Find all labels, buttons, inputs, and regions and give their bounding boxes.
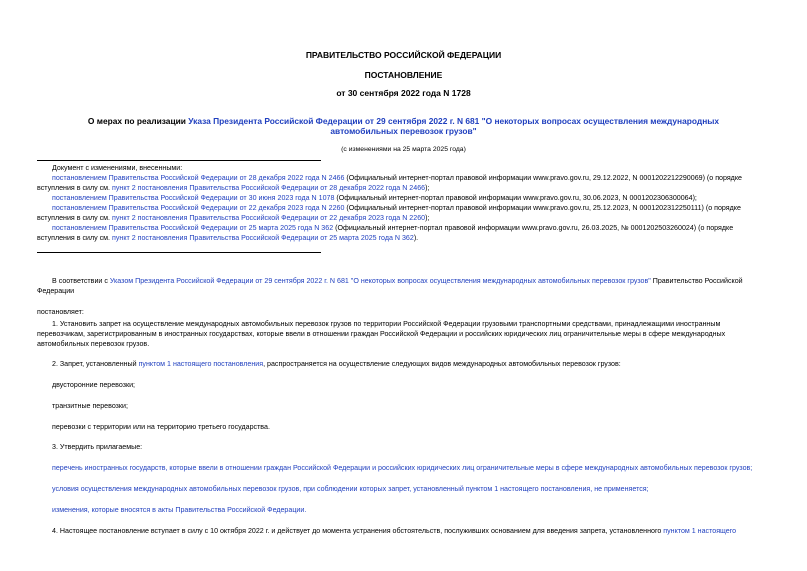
decree-word: постановляет:: [37, 308, 84, 316]
intro-suffix: Правительство Российской: [650, 277, 743, 285]
intro-paragraph: [52, 276, 743, 286]
change-item-1: [52, 173, 742, 183]
p4-point-link[interactable]: пунктом 1 настоящего: [663, 527, 737, 535]
document-type: ПОСТАНОВЛЕНИЕ: [364, 70, 443, 80]
paragraph-3: 3. Утвердить прилагаемые:: [52, 443, 143, 451]
intro-prefix: В соответствии с: [52, 277, 110, 285]
p2-suffix: , распространяется на осуществление следующих видов международных автомобильных перевозок грузов:: [263, 360, 621, 368]
change-item-3-line2: [37, 213, 429, 223]
change-link-3[interactable]: постановлением Правительства Российской Федерации от 22 декабря 2023 года N 2260: [52, 204, 345, 212]
p4-text: 4. Настоящее постановление вступает в силу с 10 октября 2022 г. и действует до момента устранения обстоятельств, послуживших основанием для введения запрета, установленного: [52, 527, 664, 535]
change-link-4[interactable]: постановлением Правительства Российской Федерации от 25 марта 2025 года N 362: [52, 224, 334, 232]
third-country-item: перевозки с территории или на территорию третьего государства.: [52, 423, 270, 431]
change-1-suffix: );: [425, 184, 430, 192]
change-1-prefix: вступления в силу см.: [37, 184, 113, 192]
title-prefix: О мерах по реализации: [87, 116, 189, 126]
top-divider: [37, 160, 321, 161]
intro-paragraph-line2: Федерации: [37, 287, 75, 295]
approved-changes-link[interactable]: изменения, которые вносятся в акты Правительства Российской Федерации.: [52, 506, 307, 514]
change-item-2: [52, 193, 697, 203]
change-link-1[interactable]: постановлением Правительства Российской Федерации от 28 декабря 2022 года N 2466: [52, 174, 345, 182]
intro-decree-link[interactable]: Указом Президента Российской Федерации от 29 сентября 2022 г. N 681 "О некоторых вопросах осуществления международных автомобильных перевозок грузов": [109, 277, 651, 285]
title-decree-link-continued[interactable]: автомобильных перевозок грузов": [330, 126, 477, 136]
change-text-4: (Официальный интернет-портал правовой информации www.pravo.gov.ru, 26.03.2025, № 0001202503260024) (о порядке: [333, 224, 734, 232]
change-4-suffix: ).: [413, 234, 419, 242]
paragraph-1-line3: автомобильных перевозок грузов.: [37, 340, 150, 348]
government-heading: ПРАВИТЕЛЬСТВО РОССИЙСКОЙ ФЕДЕРАЦИИ: [305, 50, 502, 60]
approved-conditions-link[interactable]: условия осуществления международных автомобильных перевозок грузов, при соблюдении которых запрет, установленный пунктом 1 настоящего постановления, не применяется;: [52, 485, 649, 493]
change-3-suffix: );: [425, 214, 430, 222]
change-item-3: [52, 203, 741, 213]
bilateral-item: двусторонние перевозки;: [52, 381, 136, 389]
paragraph-4: [52, 526, 736, 536]
bottom-divider: [37, 252, 321, 253]
change-item-4-line2: [37, 233, 418, 243]
document-date-number: от 30 сентября 2022 года N 1728: [336, 88, 471, 98]
p2-point-link[interactable]: пунктом 1 настоящего постановления: [138, 360, 264, 368]
change-4-point-link[interactable]: пункт 2 постановления Правительства Российской Федерации от 25 марта 2025 года N 362: [112, 234, 414, 242]
changes-heading: Документ с изменениями, внесенными:: [52, 164, 183, 172]
change-item-1-line2: [37, 183, 429, 193]
paragraph-2: [52, 359, 621, 369]
p2-prefix: 2. Запрет, установленный: [52, 360, 139, 368]
revision-note: (с изменениями на 25 марта 2025 года): [341, 146, 466, 153]
approved-list-link[interactable]: перечень иностранных государств, которые ввели в отношении граждан Российской Федерации и российских юридических лиц ограничительные меры в сфере международных автомобильных перевозок грузов;: [52, 464, 753, 472]
transit-item: транзитные перевозки;: [52, 402, 128, 410]
title-decree-link[interactable]: Указа Президента Российской Федерации от 29 сентября 2022 г. N 681 "О некоторых вопросах осуществления международных: [188, 116, 720, 126]
change-text-1: (Официальный интернет-портал правовой информации www.pravo.gov.ru, 29.12.2022, N 0001202212290069) (о порядке: [344, 174, 742, 182]
change-item-4: [52, 223, 733, 233]
document-title: [0, 116, 807, 136]
change-3-prefix: вступления в силу см.: [37, 214, 113, 222]
paragraph-1: 1. Установить запрет на осуществление международных автомобильных перевозок грузов по территории Российской Федерации грузовыми транспортными средствами, принадлежащими иностранным: [52, 320, 721, 328]
change-3-point-link[interactable]: пункт 2 постановления Правительства Российской Федерации от 22 декабря 2023 года N 2260: [112, 214, 426, 222]
change-4-prefix: вступления в силу см.: [37, 234, 113, 242]
change-link-2[interactable]: постановлением Правительства Российской Федерации от 30 июня 2023 года N 1078: [52, 194, 335, 202]
change-1-point-link[interactable]: пункт 2 постановления Правительства Российской Федерации от 28 декабря 2022 года N 2466: [112, 184, 426, 192]
change-text-3: (Официальный интернет-портал правовой информации www.pravo.gov.ru, 25.12.2023, N 0001202312250111) (о порядке: [344, 204, 741, 212]
change-text-2: (Официальный интернет-портал правовой информации www.pravo.gov.ru, 30.06.2023, N 0001202306300064);: [334, 194, 697, 202]
paragraph-1-line2: перевозчикам, зарегистрированным в иностранных государствах, которые ввели в отношении граждан Российской Федерации и российских юридических лиц ограничительные меры в сфере международных: [37, 330, 726, 338]
